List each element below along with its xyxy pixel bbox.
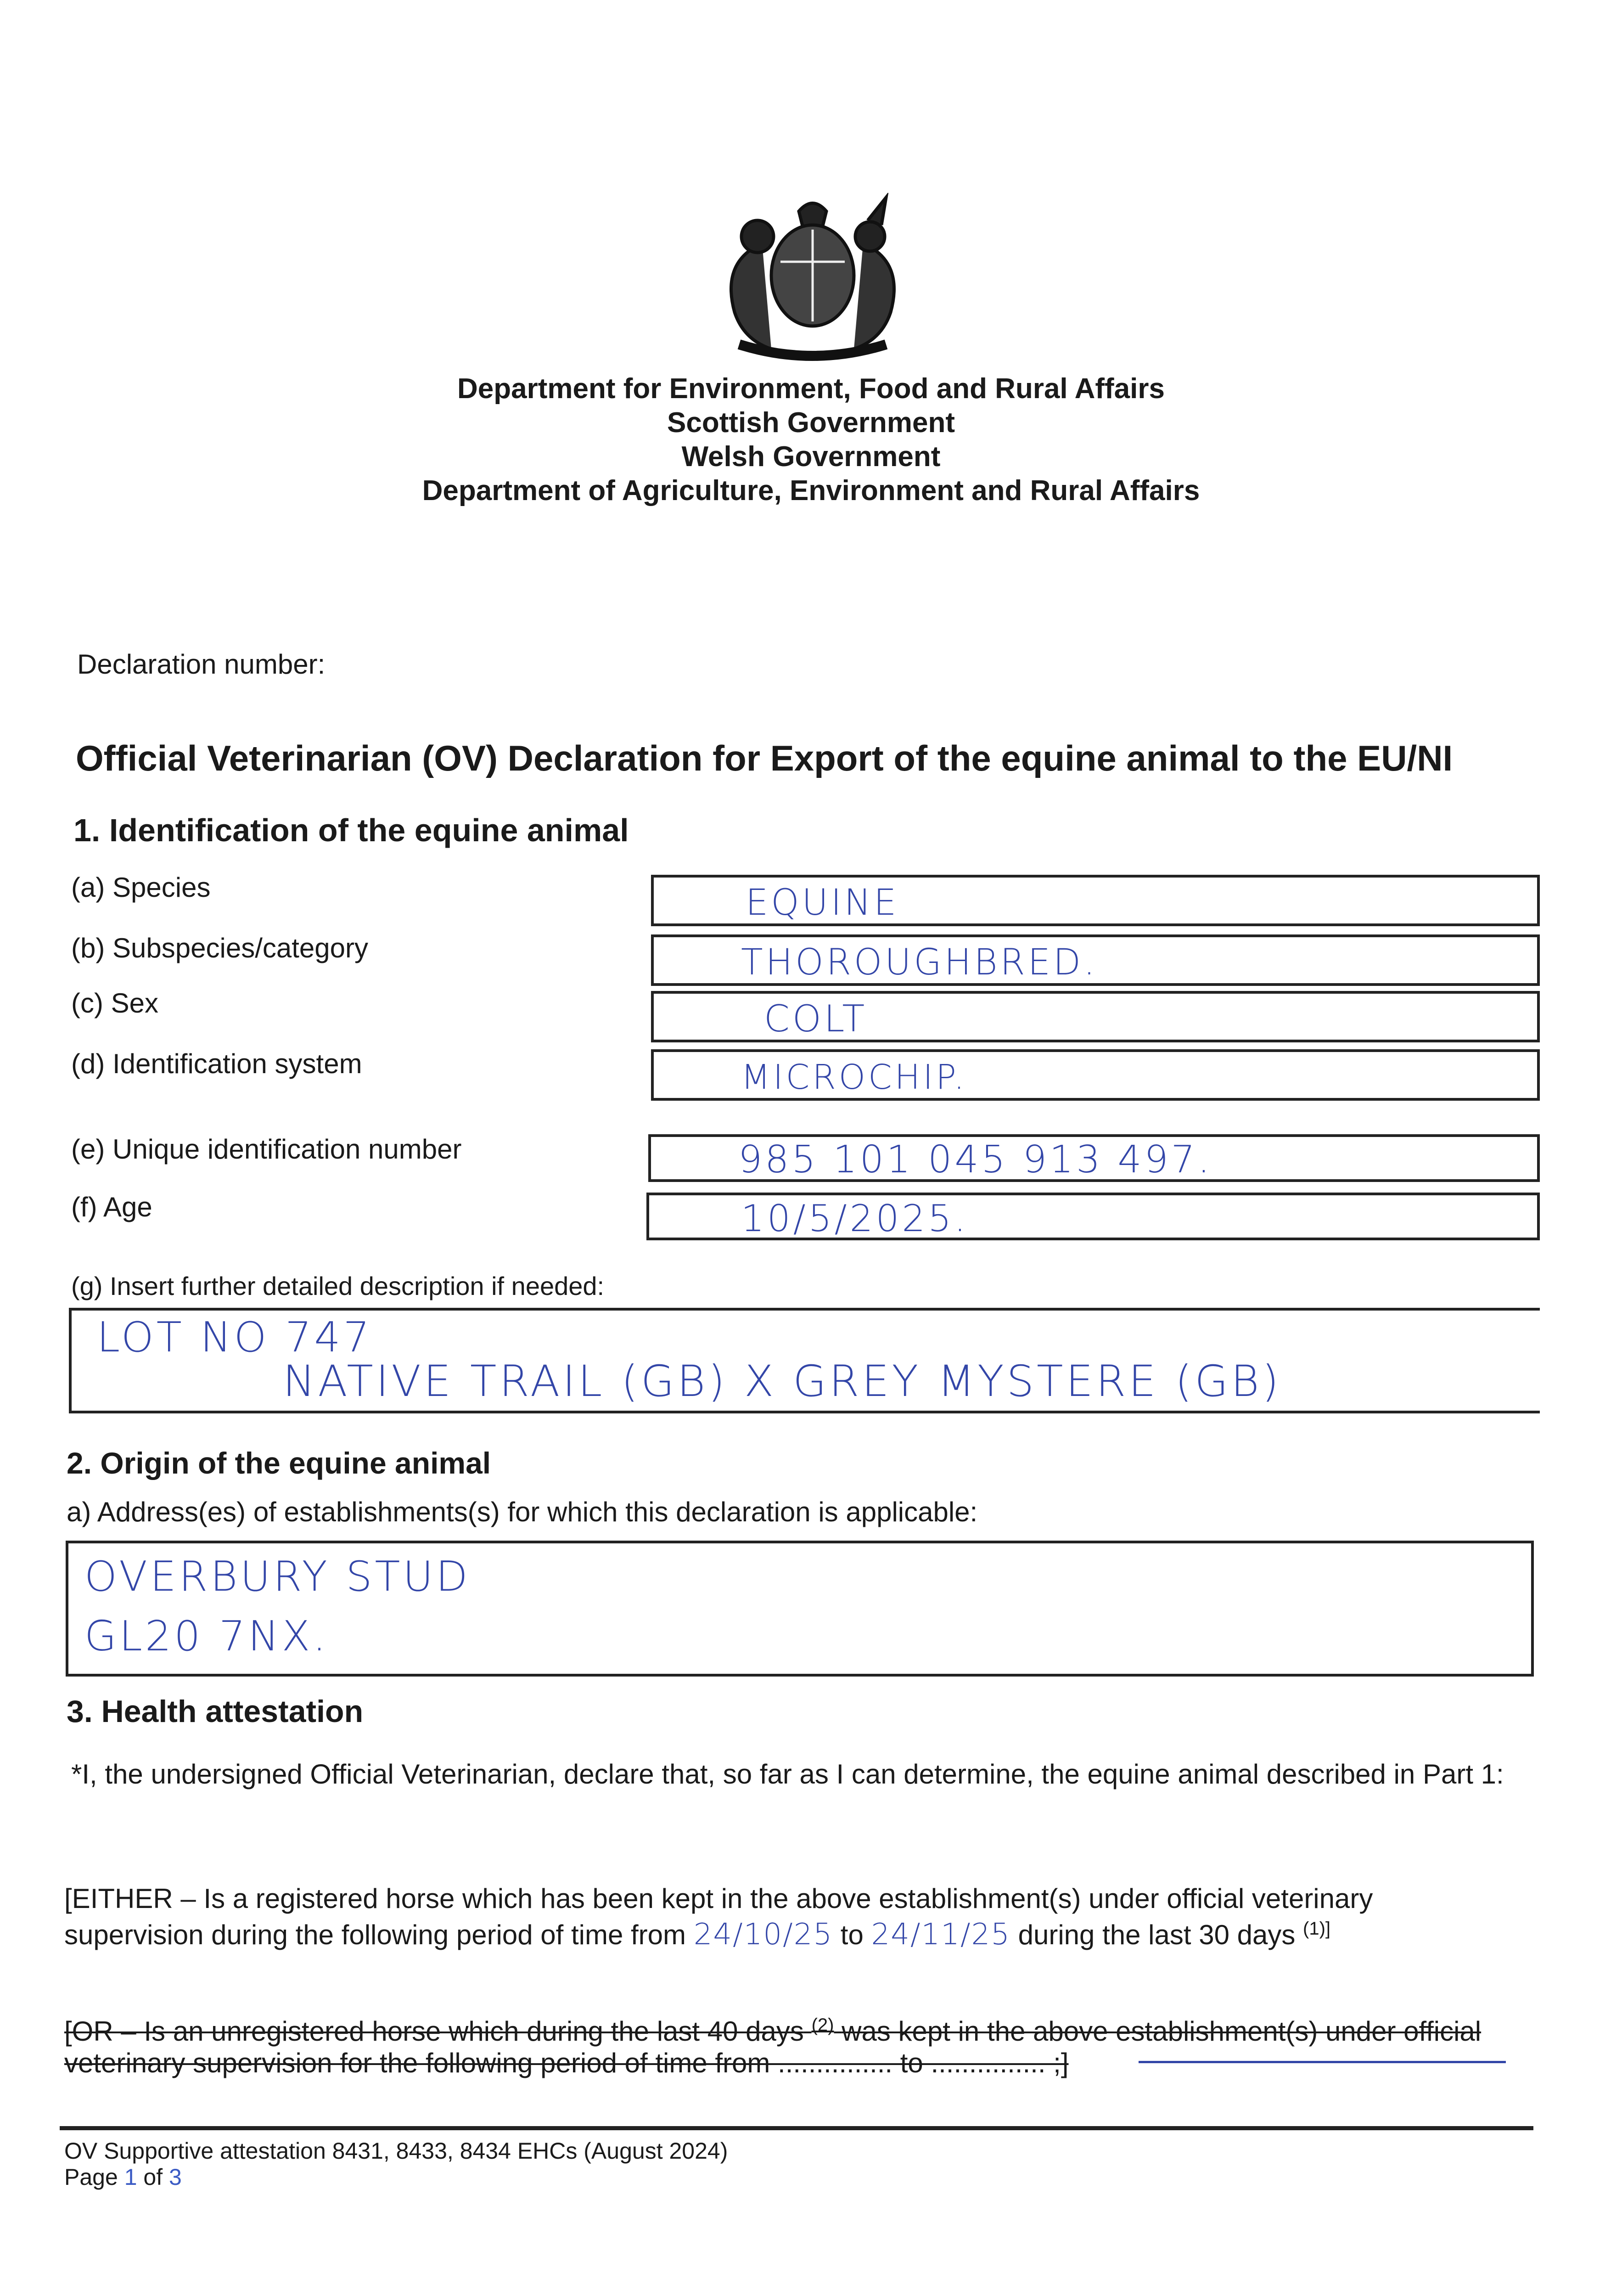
sex-label: (c) Sex: [71, 988, 159, 1019]
either-pre: supervision during the following period of time from: [64, 1919, 686, 1950]
org-line-welsh-gov: Welsh Government: [681, 441, 941, 473]
further-description-label: (g) Insert further detailed description if needed:: [71, 1272, 605, 1300]
sex-field[interactable]: [651, 991, 1540, 1042]
further-description-line2: NATIVE TRAIL (GB) X GREY MYSTERE (GB): [283, 1356, 1282, 1407]
royal-coat-of-arms-icon: [707, 193, 918, 367]
footer-rule: [60, 2126, 1533, 2130]
page-prefix: Page: [64, 2164, 118, 2190]
identification-system-label: (d) Identification system: [71, 1048, 362, 1079]
age-label: (f) Age: [71, 1192, 152, 1222]
org-line-defra: Department for Environment, Food and Rural Affairs: [457, 373, 1165, 405]
footer-line1: OV Supportive attestation 8431, 8433, 8434 EHCs (August 2024): [64, 2138, 728, 2164]
age-field[interactable]: [646, 1193, 1540, 1240]
unique-id-label: (e) Unique identification number: [71, 1134, 462, 1165]
either-note: (1)]: [1303, 1919, 1331, 1939]
identification-system-field[interactable]: [651, 1049, 1540, 1101]
subspecies-value: THOROUGHBRED.: [741, 942, 1098, 983]
either-to-date[interactable]: 24/11/25: [871, 1918, 1010, 1952]
page-current: 1: [124, 2164, 137, 2190]
address-line2: GL20 7NX.: [84, 1612, 329, 1660]
page-total: 3: [169, 2164, 182, 2190]
further-description-line1: LOT NO 747: [97, 1313, 372, 1362]
strike-out-pen-line: [1139, 2061, 1506, 2063]
or-line2: veterinary supervision for the following period of time from ............... to ............... ;]: [64, 2048, 1069, 2078]
or-note: (2): [811, 2015, 834, 2035]
page-of: of: [143, 2164, 163, 2190]
species-label: (a) Species: [71, 872, 211, 903]
page-title: Official Veterinarian (OV) Declaration for Export of the equine animal to the EU/NI: [76, 738, 1453, 778]
declaration-number-label: Declaration number:: [77, 649, 326, 680]
species-field[interactable]: [651, 875, 1540, 926]
page-indicator: [64, 2164, 182, 2190]
section3-heading: 3. Health attestation: [67, 1694, 364, 1729]
section2-heading: 2. Origin of the equine animal: [67, 1446, 491, 1480]
health-attestation-intro: *I, the undersigned Official Veterinarian, declare that, so far as I can determine, the equine animal described in Part 1:: [71, 1759, 1504, 1790]
or-line1: [64, 2015, 1481, 2047]
org-line-daera: Department of Agriculture, Environment and Rural Affairs: [422, 475, 1200, 506]
or-line1-post: was kept in the above establishment(s) under official: [842, 2016, 1482, 2047]
or-line1-pre: [OR – Is an unregistered horse which during the last 40 days: [64, 2016, 804, 2047]
subspecies-label: (b) Subspecies/category: [71, 933, 368, 963]
age-value: 10/5/2025.: [741, 1197, 969, 1240]
unique-id-value: 985 101 045 913 497.: [738, 1138, 1212, 1182]
section1-heading: 1. Identification of the equine animal: [73, 812, 629, 848]
sex-value: COLT: [764, 997, 868, 1040]
either-to-word: to: [840, 1919, 864, 1950]
identification-system-value: MICROCHIP.: [741, 1058, 967, 1097]
org-line-scottish-gov: Scottish Government: [667, 407, 955, 439]
either-line2: [64, 1918, 1330, 1952]
species-value: EQUINE: [746, 882, 899, 923]
address-label: a) Address(es) of establishments(s) for which this declaration is applicable:: [67, 1497, 978, 1527]
address-field[interactable]: [66, 1541, 1534, 1677]
either-line1: [EITHER – Is a registered horse which has been kept in the above establishment(s) under official veterinary: [64, 1883, 1373, 1914]
subspecies-field[interactable]: [651, 934, 1540, 986]
either-post: during the last 30 days: [1018, 1919, 1296, 1950]
address-line1: OVERBURY STUD: [84, 1553, 471, 1601]
further-description-field[interactable]: [69, 1308, 1540, 1413]
unique-id-field[interactable]: [648, 1134, 1540, 1182]
either-from-date[interactable]: 24/10/25: [693, 1918, 833, 1952]
